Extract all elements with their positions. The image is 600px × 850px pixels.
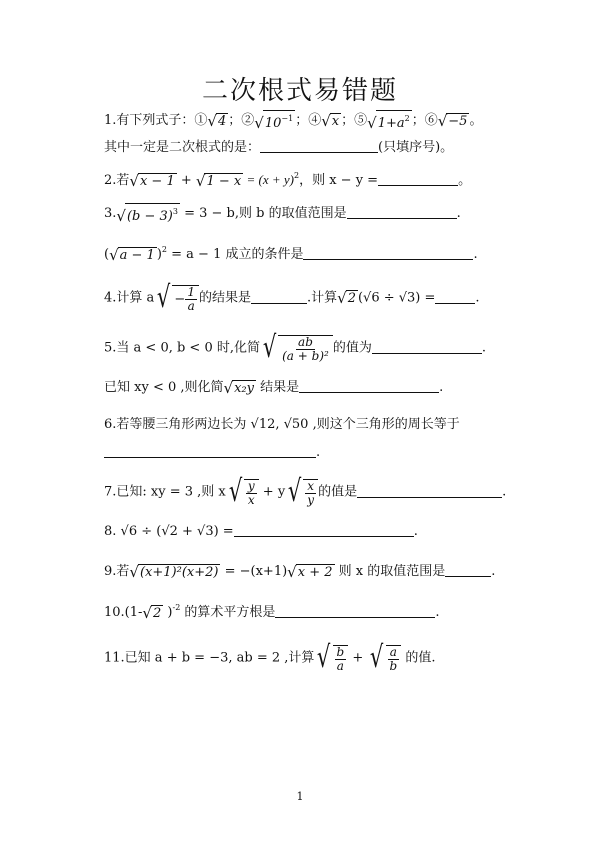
sqrt-1-plus-a2: √ $1+a^2$ xyxy=(367,110,412,131)
answer-blank[interactable] xyxy=(372,339,482,354)
sqrt-x: √ x xyxy=(321,111,340,130)
answer-blank[interactable] xyxy=(347,204,457,219)
question-5-part-2: 已知 xy < 0 ,则化简 √ x₂y 结果是 . xyxy=(104,378,444,397)
answer-blank[interactable] xyxy=(260,138,378,153)
sqrt-10-inverse: √ $10^{-1}$ xyxy=(254,110,295,131)
question-6-line-2: . xyxy=(104,443,524,463)
question-5: 5.当 a < 0, b < 0 时,化简 √ $\frac{ab}{\text{(a + b)²}}$ 的值为 . xyxy=(104,330,486,365)
answer-blank[interactable] xyxy=(303,245,473,260)
question-9: 9.若 √ (x+1)²(x+2) = −(x+1) √ x + 2 则 x 的取值范围是 . xyxy=(104,562,496,581)
question-4: 4.计算 a √ − $\frac{1}{a}$ 的结果是 .计算 √ 2 (√6 ÷ √3) = . xyxy=(104,280,480,315)
answer-blank[interactable] xyxy=(378,171,458,186)
sqrt-4: √ 4 xyxy=(207,111,227,130)
answer-blank[interactable] xyxy=(445,562,491,577)
answer-blank[interactable] xyxy=(234,522,414,537)
question-7: 7.已知: xy = 3 ,则 x √ $\frac{y}{x}$ + y √ $\frac{x}{y}$ 的值是 . xyxy=(104,474,507,509)
answer-blank[interactable] xyxy=(435,289,475,304)
question-10: 10.(1- √ 2 )$^{-2}$ 的算术平方根是 . xyxy=(104,603,440,622)
answer-blank[interactable] xyxy=(357,483,502,498)
question-8: 8. √6 ÷ (√2 + √3) = . xyxy=(104,524,418,539)
question-11: 11.已知 a + b = −3, ab = 2 ,计算 √ $\frac{b}{a}$ + √ $\frac{a}{b}$ 的值. xyxy=(104,640,436,675)
question-3-part-2: ( √ a − 1 )$^2$ = a − 1 成立的条件是 . xyxy=(104,245,478,264)
sqrt-neg5: √ −5 xyxy=(437,111,468,130)
answer-blank[interactable] xyxy=(299,378,439,393)
question-2: 2.若 √ x − 1 + √ 1 − x = $(x + y)^2$，则 x − y = 。 xyxy=(104,171,472,190)
question-6: 6.若等腰三角形两边长为 √12, √50 ,则这个三角形的周长等于 xyxy=(104,417,460,432)
page-title: 二次根式易错题 xyxy=(201,76,398,106)
page-number: 1 xyxy=(296,790,304,803)
answer-blank[interactable] xyxy=(104,443,316,458)
question-3: 3. √ $(b - 3)^3$ = 3 − b,则 b 的取值范围是 . xyxy=(104,203,524,224)
answer-blank[interactable] xyxy=(275,603,435,618)
question-1: 1.有下列式子：① √ 4 ；② √ $10^{-1}$ ；④ √ x ；⑤ √ $1+a^2$ ；⑥ √ −5 。 xyxy=(104,111,483,132)
question-1-line-2: 其中一定是二次根式的是： (只填序号)。 xyxy=(104,140,454,155)
answer-blank[interactable] xyxy=(251,289,307,304)
